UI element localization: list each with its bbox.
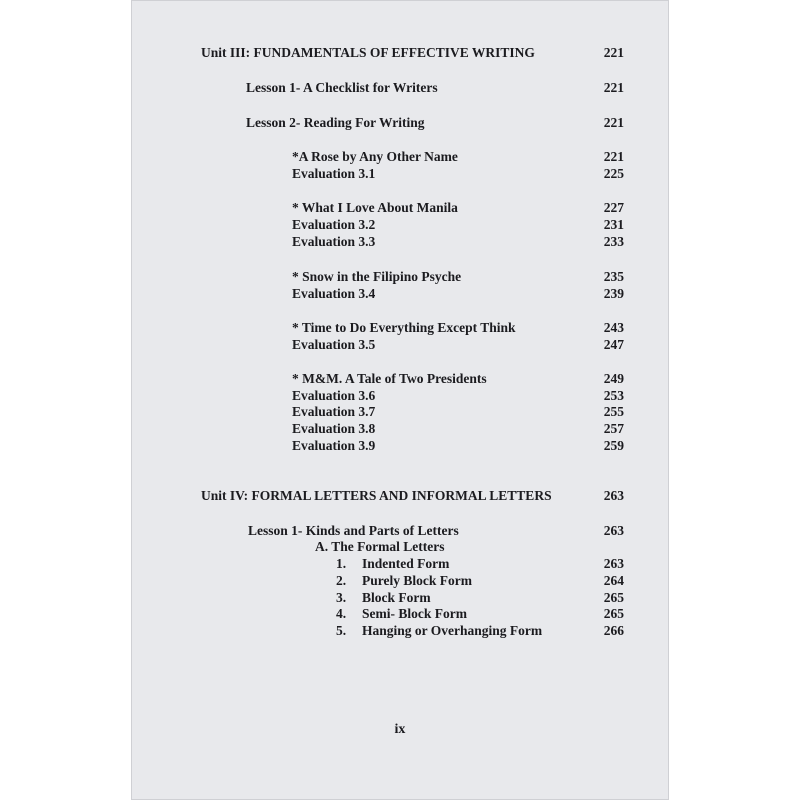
reading-title: * What I Love About Manila xyxy=(292,200,458,215)
evaluation-label: Evaluation 3.5 xyxy=(292,337,376,352)
form-item xyxy=(336,556,449,572)
unit3-lesson2-page: 221 xyxy=(603,115,624,130)
form-item xyxy=(336,573,472,589)
evaluation-label: Evaluation 3.2 xyxy=(292,217,376,232)
form-label: Hanging or Overhanging Form xyxy=(362,623,543,638)
section-a-heading: A. The Formal Letters xyxy=(315,539,445,554)
reading-page: 249 xyxy=(603,371,624,386)
reading-title: * Snow in the Filipino Psyche xyxy=(292,269,462,284)
reading-title: * M&M. A Tale of Two Presidents xyxy=(292,371,487,386)
unit4-title: Unit IV: FORMAL LETTERS AND INFORMAL LETTERS xyxy=(201,488,552,503)
form-page: 265 xyxy=(603,606,624,621)
unit4-lesson1-title: Lesson 1- Kinds and Parts of Letters xyxy=(248,523,459,538)
unit3-lesson1-title: Lesson 1- A Checklist for Writers xyxy=(246,80,438,95)
form-page: 266 xyxy=(603,623,624,638)
evaluation-label: Evaluation 3.7 xyxy=(292,404,376,419)
reading-page: 227 xyxy=(603,200,624,215)
evaluation-page: 233 xyxy=(603,234,624,249)
form-number: 5. xyxy=(336,623,347,638)
form-label: Block Form xyxy=(362,590,431,605)
unit3-page: 221 xyxy=(603,45,624,60)
evaluation-page: 253 xyxy=(603,388,624,403)
evaluation-page: 231 xyxy=(603,217,624,232)
form-number: 1. xyxy=(336,556,347,571)
evaluation-page: 225 xyxy=(603,166,624,181)
form-page: 264 xyxy=(603,573,624,588)
evaluation-label: Evaluation 3.1 xyxy=(292,166,376,181)
form-number: 4. xyxy=(336,606,347,621)
form-page: 265 xyxy=(603,590,624,605)
form-item xyxy=(336,623,542,639)
unit3-lesson1-page: 221 xyxy=(603,80,624,95)
evaluation-label: Evaluation 3.9 xyxy=(292,438,376,453)
evaluation-page: 259 xyxy=(603,438,624,453)
unit4-page: 263 xyxy=(603,488,624,503)
reading-title: * Time to Do Everything Except Think xyxy=(292,320,516,335)
book-page xyxy=(131,0,669,800)
evaluation-page: 247 xyxy=(603,337,624,352)
reading-page: 221 xyxy=(603,149,624,164)
unit3-title: Unit III: FUNDAMENTALS OF EFFECTIVE WRITING xyxy=(201,45,535,60)
form-item xyxy=(336,590,431,606)
unit4-lesson1-page: 263 xyxy=(603,523,624,538)
evaluation-label: Evaluation 3.8 xyxy=(292,421,376,436)
evaluation-page: 239 xyxy=(603,286,624,301)
reading-page: 235 xyxy=(603,269,624,284)
unit3-lesson2-title: Lesson 2- Reading For Writing xyxy=(246,115,425,130)
evaluation-label: Evaluation 3.6 xyxy=(292,388,376,403)
form-label: Semi- Block Form xyxy=(362,606,467,621)
page-folio: ix xyxy=(394,722,406,737)
evaluation-label: Evaluation 3.4 xyxy=(292,286,376,301)
form-number: 2. xyxy=(336,573,347,588)
form-label: Indented Form xyxy=(362,556,450,571)
evaluation-page: 255 xyxy=(603,404,624,419)
reading-title: *A Rose by Any Other Name xyxy=(292,149,458,164)
reading-page: 243 xyxy=(603,320,624,335)
form-number: 3. xyxy=(336,590,347,605)
form-item xyxy=(336,606,467,622)
form-label: Purely Block Form xyxy=(362,573,472,588)
evaluation-page: 257 xyxy=(603,421,624,436)
evaluation-label: Evaluation 3.3 xyxy=(292,234,376,249)
form-page: 263 xyxy=(603,556,624,571)
